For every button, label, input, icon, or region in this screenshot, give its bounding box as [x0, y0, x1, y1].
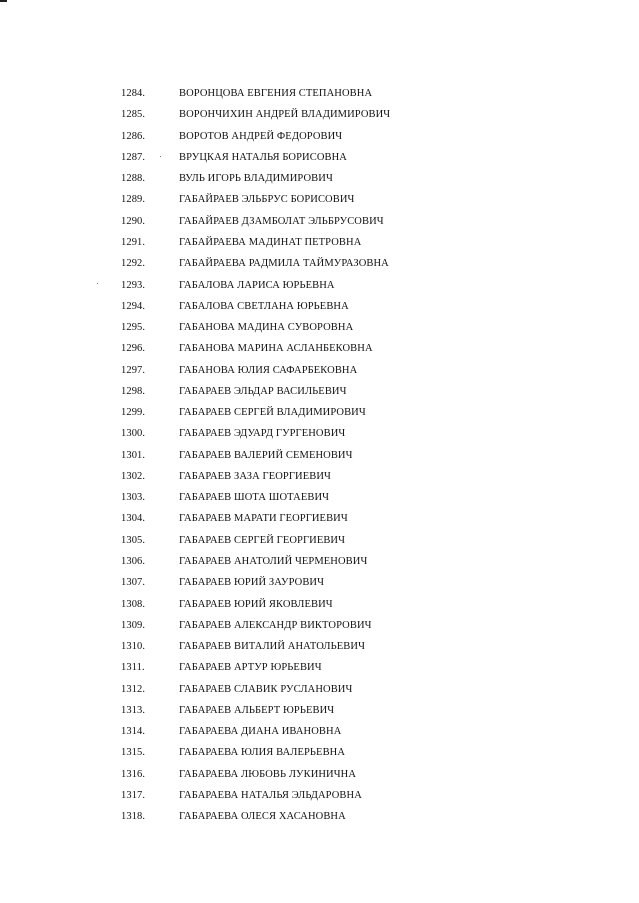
name-list: [121, 83, 390, 827]
list-item: [121, 657, 390, 678]
list-item: [121, 742, 390, 763]
entry-number: 1289.: [121, 194, 146, 206]
list-item: [121, 721, 390, 742]
entry-name: ГАБАРАЕВ ВИТАЛИЙ АНАТОЛЬЕВИЧ: [179, 641, 366, 653]
entry-name: ГАБАРАЕВ АЛЬБЕРТ ЮРЬЕВИЧ: [179, 704, 335, 716]
entry-number: 1317.: [121, 789, 146, 801]
entry-name: ГАБАРАЕВА ЮЛИЯ ВАЛЕРЬЕВНА: [179, 747, 346, 759]
list-item: [121, 381, 390, 402]
entry-name: ГАБАНОВА МАРИНА АСЛАНБЕКОВНА: [179, 343, 373, 355]
entry-name: ГАБАНОВА МАДИНА СУВОРОВНА: [179, 322, 354, 334]
list-item: [121, 359, 390, 380]
list-item: [121, 317, 390, 338]
entry-number: 1314.: [121, 726, 146, 738]
list-item: [121, 104, 390, 125]
entry-number: 1303.: [121, 492, 146, 504]
entry-name: ВОРОНЦОВА ЕВГЕНИЯ СТЕПАНОВНА: [179, 88, 373, 100]
entry-number: 1310.: [121, 641, 146, 653]
entry-number: 1301.: [121, 449, 146, 461]
list-item: [121, 764, 390, 785]
entry-number: 1286.: [121, 130, 146, 142]
entry-name: ГАБАРАЕВ АРТУР ЮРЬЕВИЧ: [179, 662, 322, 674]
list-item: [121, 423, 390, 444]
entry-number: 1295.: [121, 322, 146, 334]
entry-name: ГАБАРАЕВ ШОТА ШОТАЕВИЧ: [179, 492, 330, 504]
list-item: [121, 785, 390, 806]
entry-number: 1304.: [121, 513, 146, 525]
entry-name: ГАБАРАЕВА НАТАЛЬЯ ЭЛЬДАРОВНА: [179, 789, 362, 801]
entry-number: 1285.: [121, 109, 146, 121]
list-item: [121, 508, 390, 529]
entry-number: 1313.: [121, 704, 146, 716]
entry-name: ВРУЦКАЯ НАТАЛЬЯ БОРИСОВНА: [179, 151, 347, 163]
entry-name: ГАБАРАЕВ ЮРИЙ ЯКОВЛЕВИЧ: [179, 598, 333, 610]
list-item: [121, 530, 390, 551]
entry-number: 1300.: [121, 428, 146, 440]
entry-name: ВУЛЬ ИГОРЬ ВЛАДИМИРОВИЧ: [179, 173, 333, 185]
entry-name: ГАБАРАЕВА ДИАНА ИВАНОВНА: [179, 726, 342, 738]
entry-number: 1306.: [121, 555, 146, 567]
list-item: [121, 168, 390, 189]
list-item: [121, 551, 390, 572]
entry-number: 1287.: [121, 151, 146, 163]
entry-number: 1296.: [121, 343, 146, 355]
entry-name: ГАБАРАЕВА ЛЮБОВЬ ЛУКИНИЧНА: [179, 768, 357, 780]
entry-number: 1291.: [121, 236, 146, 248]
entry-number: 1318.: [121, 811, 146, 823]
entry-number: 1284.: [121, 88, 146, 100]
entry-name: ГАБАЙРАЕВА МАДИНАТ ПЕТРОВНА: [179, 236, 362, 248]
entry-number: 1311.: [121, 662, 145, 674]
entry-name: ГАБАРАЕВ СЕРГЕЙ ВЛАДИМИРОВИЧ: [179, 407, 366, 419]
entry-name: ГАБАРАЕВ ЭЛЬДАР ВАСИЛЬЕВИЧ: [179, 385, 347, 397]
entry-number: 1307.: [121, 577, 146, 589]
entry-name: ГАБАРАЕВ МАРАТИ ГЕОРГИЕВИЧ: [179, 513, 348, 525]
entry-name: ГАБАНОВА ЮЛИЯ САФАРБЕКОВНА: [179, 364, 358, 376]
entry-number: 1298.: [121, 385, 146, 397]
list-item: [121, 636, 390, 657]
list-item: [121, 83, 390, 104]
entry-name: ГАБАЙРАЕВ ЭЛЬБРУС БОРИСОВИЧ: [179, 194, 355, 206]
entry-number: 1292.: [121, 258, 146, 270]
list-item: [121, 466, 390, 487]
entry-number: 1312.: [121, 683, 146, 695]
entry-name: ГАБАРАЕВ СЛАВИК РУСЛАНОВИЧ: [179, 683, 353, 695]
list-item: [121, 445, 390, 466]
entry-number: 1308.: [121, 598, 146, 610]
list-item: [121, 615, 390, 636]
list-item: [121, 253, 390, 274]
list-item: [121, 274, 390, 295]
entry-name: ГАБАРАЕВ СЕРГЕЙ ГЕОРГИЕВИЧ: [179, 534, 346, 546]
entry-number: 1315.: [121, 747, 146, 759]
entry-name: ГАБАРАЕВ АНАТОЛИЙ ЧЕРМЕНОВИЧ: [179, 555, 368, 567]
entry-name: ВОРОНЧИХИН АНДРЕЙ ВЛАДИМИРОВИЧ: [179, 109, 391, 121]
list-item: [121, 678, 390, 699]
list-item: [121, 232, 390, 253]
entry-name: ВОРОТОВ АНДРЕЙ ФЕДОРОВИЧ: [179, 130, 343, 142]
entry-name: ГАБАРАЕВ ВАЛЕРИЙ СЕМЕНОВИЧ: [179, 449, 353, 461]
entry-number: 1297.: [121, 364, 146, 376]
list-item: [121, 402, 390, 423]
entry-number: 1290.: [121, 215, 146, 227]
entry-number: 1299.: [121, 407, 146, 419]
scan-speck: [97, 283, 98, 284]
entry-name: ГАБАЛОВА ЛАРИСА ЮРЬЕВНА: [179, 279, 335, 291]
entry-number: 1305.: [121, 534, 146, 546]
entry-number: 1294.: [121, 300, 146, 312]
entry-number: 1316.: [121, 768, 146, 780]
list-item: [121, 806, 390, 827]
entry-number: 1302.: [121, 470, 146, 482]
entry-name: ГАБАЛОВА СВЕТЛАНА ЮРЬЕВНА: [179, 300, 349, 312]
entry-number: 1309.: [121, 619, 146, 631]
entry-name: ГАБАРАЕВ ЮРИЙ ЗАУРОВИЧ: [179, 577, 325, 589]
scan-corner-mark: [0, 0, 7, 2]
entry-number: 1288.: [121, 173, 146, 185]
list-item: [121, 211, 390, 232]
list-item: [121, 338, 390, 359]
list-item: [121, 296, 390, 317]
entry-name: ГАБАЙРАЕВА РАДМИЛА ТАЙМУРАЗОВНА: [179, 258, 389, 270]
list-item: [121, 572, 390, 593]
list-item: [121, 487, 390, 508]
list-item: [121, 189, 390, 210]
entry-name: ГАБАРАЕВ ЭДУАРД ГУРГЕНОВИЧ: [179, 428, 346, 440]
entry-name: ГАБАЙРАЕВ ДЗАМБОЛАТ ЭЛЬБРУСОВИЧ: [179, 215, 384, 227]
list-item: [121, 147, 390, 168]
list-item: [121, 700, 390, 721]
entry-name: ГАБАРАЕВ ЗАЗА ГЕОРГИЕВИЧ: [179, 470, 331, 482]
entry-name: ГАБАРАЕВ АЛЕКСАНДР ВИКТОРОВИЧ: [179, 619, 372, 631]
entry-number: 1293.: [121, 279, 146, 291]
list-item: [121, 593, 390, 614]
list-item: [121, 126, 390, 147]
entry-name: ГАБАРАЕВА ОЛЕСЯ ХАСАНОВНА: [179, 811, 346, 823]
